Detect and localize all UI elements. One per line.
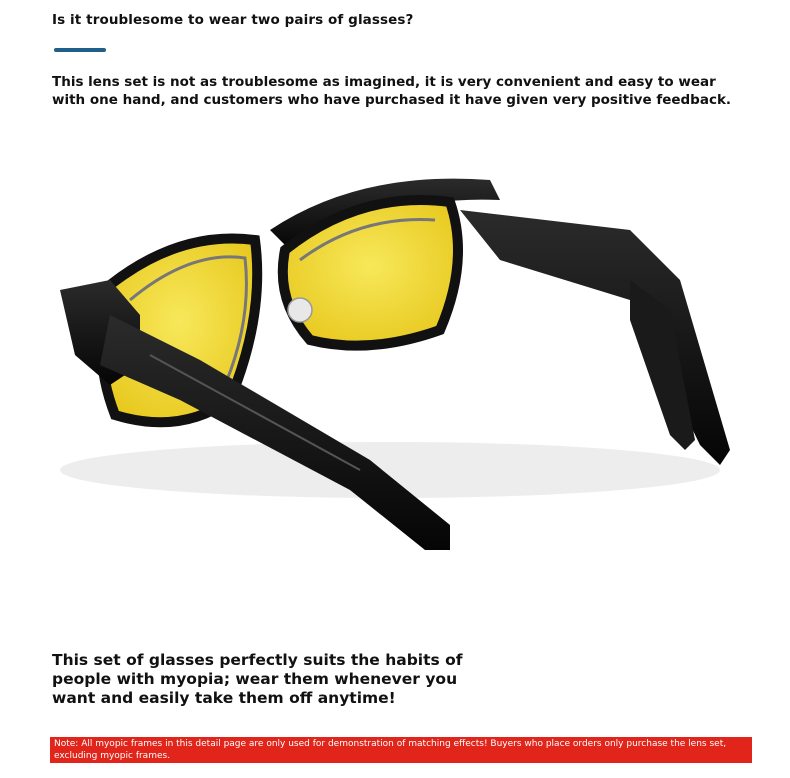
intro-paragraph: This lens set is not as troublesome as imagined, it is very convenient and easy to wear with one hand, and customers who have purchased it have given very positive feedback. — [52, 74, 732, 108]
disclaimer-note: Note: All myopic frames in this detail page are only used for demonstration of matching effects! Buyers who place orders only purchase the lens set, excluding myopic frames. — [50, 737, 752, 763]
nose-pad — [288, 298, 312, 322]
page-title: Is it troublesome to wear two pairs of glasses? — [52, 12, 414, 28]
caption-text: This set of glasses perfectly suits the habits of people with myopia; wear them whenever you want and easily take them off anytime! — [52, 651, 463, 707]
left-temple-arm — [100, 315, 450, 550]
product-image — [30, 140, 770, 620]
title-accent-bar — [54, 48, 106, 52]
